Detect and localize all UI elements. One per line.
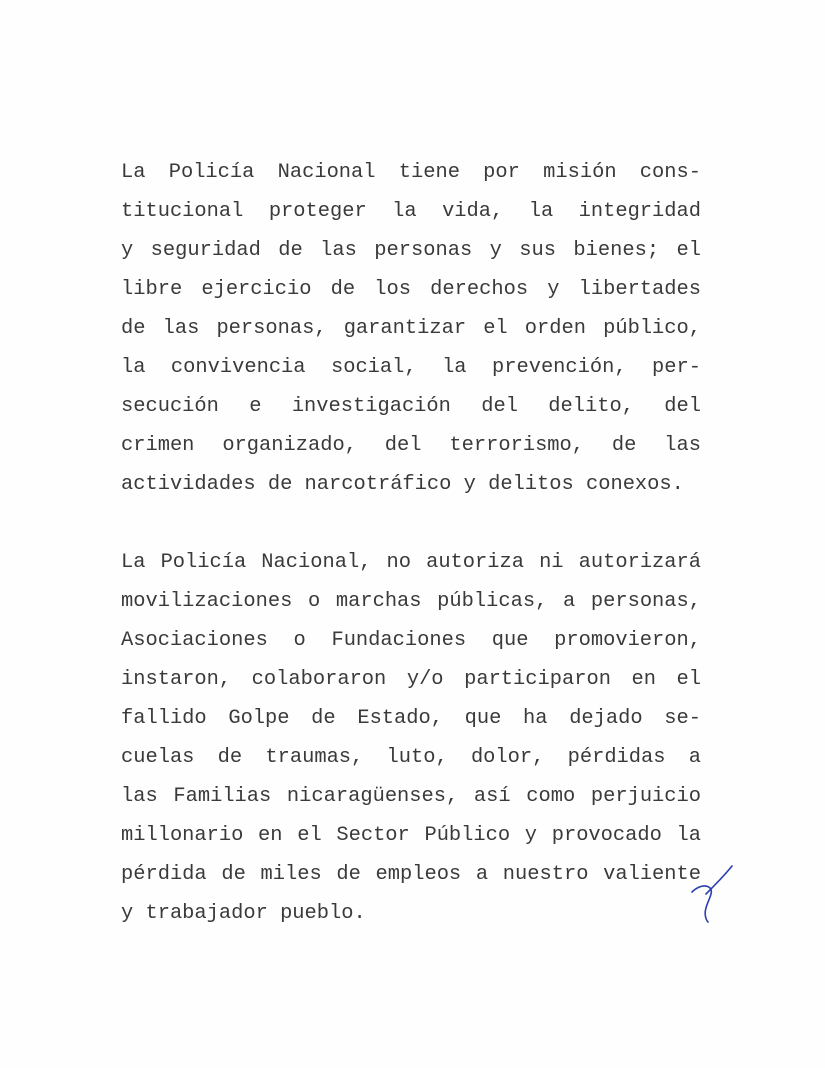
text-line: fallido Golpe de Estado, que ha dejado se- — [121, 707, 701, 730]
text-line: Asociaciones o Fundaciones que promovieron, — [121, 629, 701, 652]
text-line: cuelas de traumas, luto, dolor, pérdidas a — [121, 746, 701, 769]
text-line: las Familias nicaragüenses, así como perjuicio — [121, 785, 701, 808]
paragraph-mission — [121, 153, 701, 504]
text-line: La Policía Nacional tiene por misión cons- — [121, 161, 701, 184]
text-line: y trabajador pueblo. — [121, 902, 366, 925]
text-line: libre ejercicio de los derechos y libertades — [121, 278, 701, 301]
text-line: instaron, colaboraron y/o participaron en el — [121, 668, 701, 691]
text-line: secución e investigación del delito, del — [121, 395, 701, 418]
text-line: y seguridad de las personas y sus bienes; el — [121, 239, 701, 262]
text-line: la convivencia social, la prevención, per- — [121, 356, 701, 379]
text-line: crimen organizado, del terrorismo, de las — [121, 434, 701, 457]
paragraph-authorization — [121, 543, 701, 933]
text-line: pérdida de miles de empleos a nuestro valiente — [121, 863, 701, 886]
text-line: millonario en el Sector Público y provocado la — [121, 824, 701, 847]
text-line: actividades de narcotráfico y delitos conexos. — [121, 473, 684, 496]
text-line: movilizaciones o marchas públicas, a personas, — [121, 590, 701, 613]
text-line: La Policía Nacional, no autoriza ni autorizará — [121, 551, 701, 574]
handwritten-initial-mark — [684, 862, 740, 924]
text-line: titucional proteger la vida, la integridad — [121, 200, 701, 223]
text-line: de las personas, garantizar el orden público, — [121, 317, 701, 340]
